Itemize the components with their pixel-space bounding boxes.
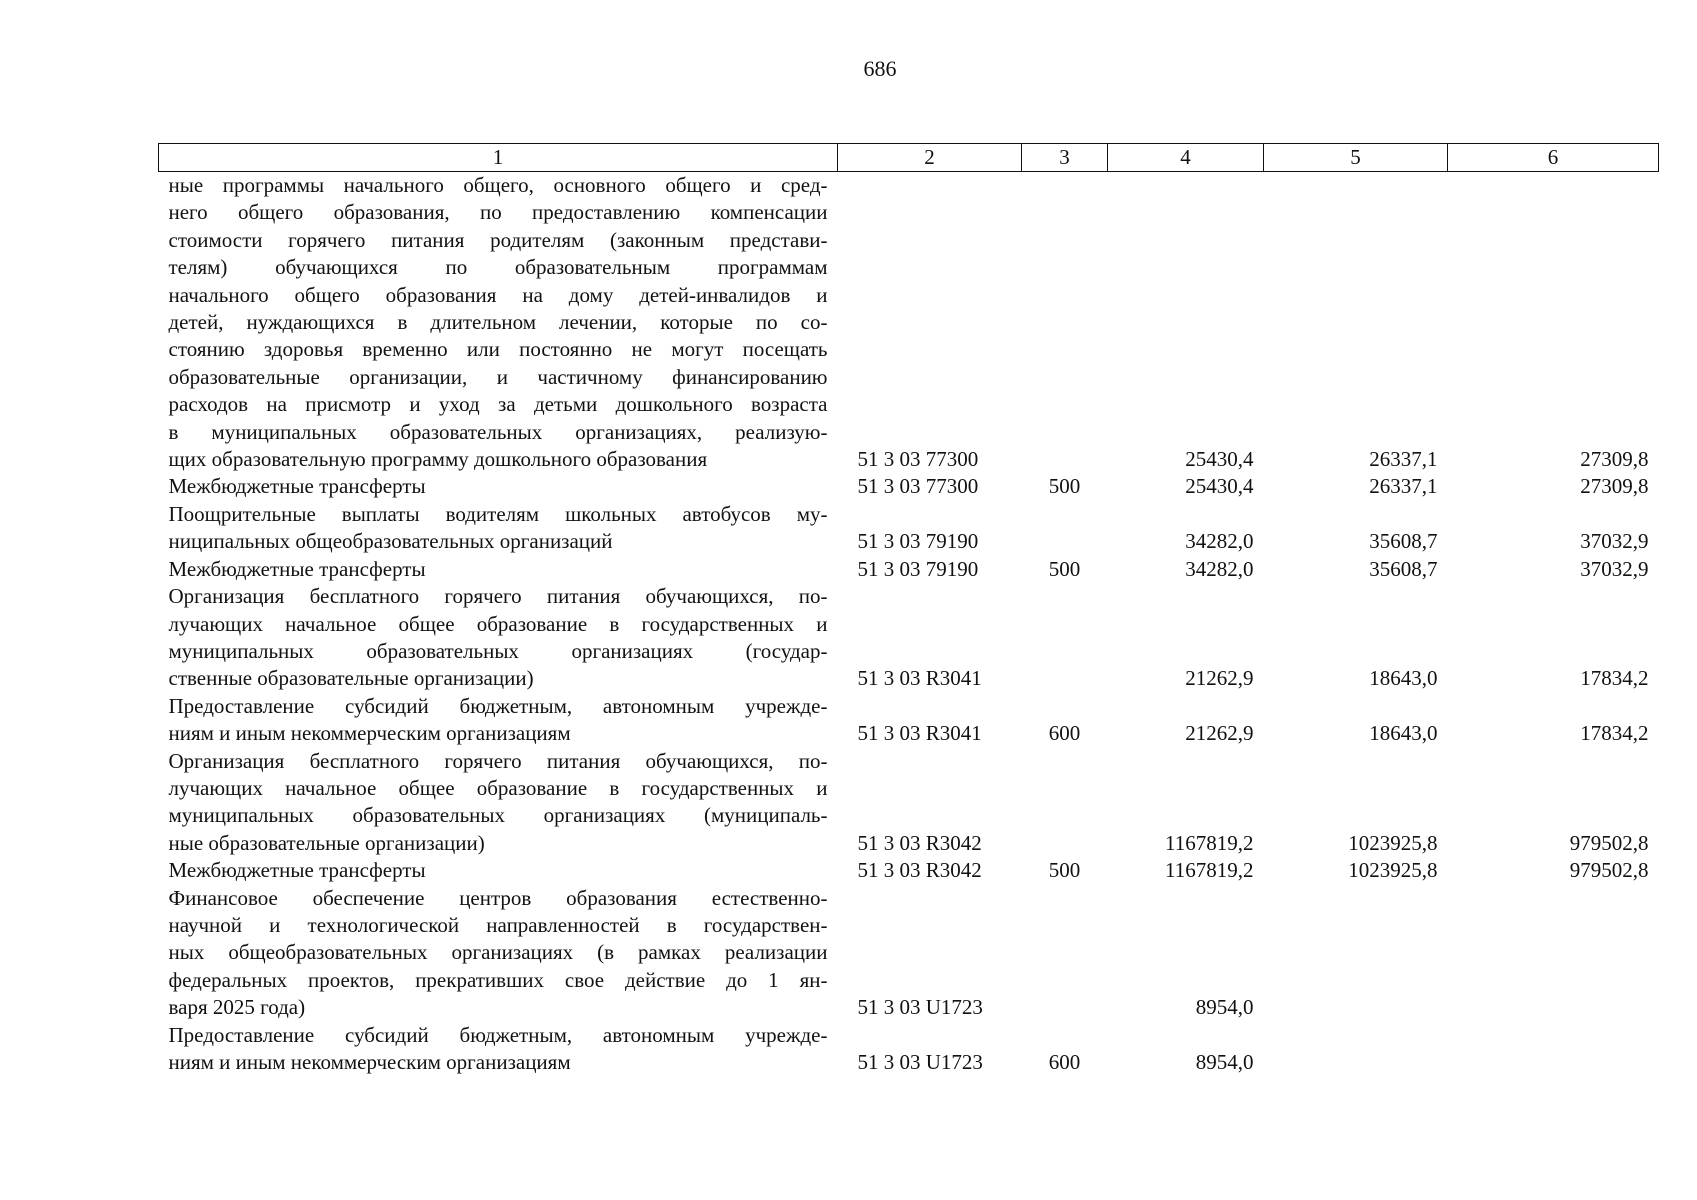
row-name: [159, 583, 838, 693]
row-name-line: варя 2025 года): [168, 995, 306, 1020]
row-value-col5: 35608,7: [1369, 556, 1438, 581]
table-row: [159, 583, 1659, 693]
page-number-text: 686: [863, 56, 897, 81]
row-name: [159, 501, 838, 556]
row-value-col5: 26337,1: [1369, 474, 1438, 499]
row-expense-type: [1022, 172, 1108, 474]
budget-table: [158, 143, 1659, 1076]
row-name-line: ниям и иным некоммерческим организациям: [168, 1050, 571, 1074]
row-name-line: Межбюджетные трансферты: [168, 556, 426, 581]
row-name: [159, 473, 838, 500]
row-value-col6: 17834,2: [1580, 721, 1649, 746]
row-value-col6: [1448, 1022, 1659, 1077]
row-name-line: стоимости горячего питания родителям (законным представи-: [168, 227, 828, 252]
row-value-col4: 21262,9: [1185, 721, 1254, 746]
row-name-line: него общего образования, по предоставлению компенсации: [168, 200, 828, 225]
row-name-line: муниципальных образовательных организациях (муниципаль-: [168, 803, 828, 828]
row-name-line: в муниципальных образовательных организациях, реализую-: [168, 419, 828, 444]
row-name-line: ниям и иным некоммерческим организациям: [168, 721, 571, 746]
row-name-line: ниципальных общеобразовательных организаций: [168, 529, 613, 554]
row-value-col4: 34282,0: [1185, 529, 1254, 554]
row-name: [159, 1022, 838, 1077]
row-expense-type: 500: [1048, 556, 1081, 581]
row-value-col4: 25430,4: [1185, 447, 1254, 472]
header-col-6: 6: [1448, 144, 1659, 172]
row-value-col6: 979502,8: [1569, 830, 1649, 855]
row-value-col5: [1264, 885, 1448, 1022]
row-value-col6: 979502,8: [1569, 858, 1649, 883]
row-name-line: Предоставление субсидий бюджетным, автономным учрежде-: [168, 693, 828, 718]
row-expense-type: [1022, 501, 1108, 556]
row-code: 51 3 03 79190: [857, 556, 979, 581]
row-code: 51 3 03 R3041: [857, 721, 982, 746]
row-value-col4: 8954,0: [1195, 995, 1254, 1020]
row-name-line: муниципальных образовательных организациях (государ-: [168, 638, 828, 663]
row-value-col5: 35608,7: [1369, 529, 1438, 554]
row-name-line: ные программы начального общего, основного общего и сред-: [168, 173, 828, 197]
row-name-line: телям) обучающихся по образовательным программам: [168, 255, 828, 280]
row-name-line: детей, нуждающихся в длительном лечении, которые по со-: [168, 310, 828, 335]
row-name-line: Финансовое обеспечение центров образования естественно-: [168, 885, 828, 910]
table-row: [159, 693, 1659, 748]
header-col-3: 3: [1022, 144, 1108, 172]
row-expense-type: 500: [1048, 858, 1081, 883]
table-row: [159, 857, 1659, 884]
row-name-line: Поощрительные выплаты водителям школьных автобусов му-: [168, 501, 828, 526]
table-header: [159, 144, 1659, 172]
row-name-line: Предоставление субсидий бюджетным, автономным учрежде-: [168, 1022, 828, 1047]
row-name-line: стоянию здоровья временно или постоянно не могут посещать: [168, 337, 828, 362]
row-value-col6: 37032,9: [1580, 529, 1649, 554]
row-expense-type: [1022, 748, 1108, 858]
table-row: [159, 473, 1659, 500]
row-name-line: лучающих начальное общее образование в государственных и: [168, 775, 828, 800]
row-name-line: начального общего образования на дому детей-инвалидов и: [168, 282, 828, 307]
row-value-col6: [1448, 885, 1659, 1022]
row-name-line: ные образовательные организации): [168, 830, 485, 855]
row-value-col5: 1023925,8: [1348, 858, 1438, 883]
header-col-2: 2: [838, 144, 1022, 172]
row-value-col5: 18643,0: [1369, 721, 1438, 746]
row-name-line: щих образовательную программу дошкольного образования: [168, 447, 708, 472]
row-name-line: лучающих начальное общее образование в государственных и: [168, 611, 828, 636]
row-name: [159, 172, 838, 474]
table-row: [159, 748, 1659, 858]
row-value-col4: 34282,0: [1185, 556, 1254, 581]
row-code: 51 3 03 U1723: [857, 995, 983, 1020]
row-code: 51 3 03 79190: [857, 529, 979, 554]
table-row: [159, 885, 1659, 1022]
row-expense-type: 600: [1048, 1050, 1081, 1074]
row-code: 51 3 03 77300: [857, 474, 979, 499]
row-name: [159, 885, 838, 1022]
row-expense-type: [1022, 885, 1108, 1022]
row-code: 51 3 03 U1723: [857, 1050, 983, 1074]
row-name: [159, 556, 838, 583]
row-code: 51 3 03 R3042: [857, 830, 982, 855]
row-name: [159, 748, 838, 858]
row-name-line: научной и технологической направленностей в государствен-: [168, 912, 828, 937]
row-name-line: ственные образовательные организации): [168, 666, 534, 691]
row-name-line: Межбюджетные трансферты: [168, 858, 426, 883]
table-row: [159, 501, 1659, 556]
table-row: [159, 172, 1659, 474]
row-name: [159, 857, 838, 884]
table-body: [159, 172, 1659, 1077]
header-col-1: 1: [159, 144, 838, 172]
row-value-col6: 27309,8: [1580, 474, 1649, 499]
row-name-line: федеральных проектов, прекративших свое действие до 1 ян-: [168, 967, 828, 992]
row-value-col4: 8954,0: [1195, 1050, 1254, 1074]
row-name-line: расходов на присмотр и уход за детьми дошкольного возраста: [168, 392, 828, 417]
row-code: 51 3 03 R3042: [857, 858, 982, 883]
row-value-col4: 25430,4: [1185, 474, 1254, 499]
row-code: 51 3 03 R3041: [857, 666, 982, 691]
row-expense-type: 600: [1048, 721, 1081, 746]
table-row: [159, 1022, 1659, 1077]
row-value-col4: 1167819,2: [1165, 858, 1254, 883]
row-value-col5: [1264, 1022, 1448, 1077]
row-name-line: ных общеобразовательных организациях (в рамках реализации: [168, 940, 828, 965]
row-name-line: Организация бесплатного горячего питания обучающихся, по-: [168, 748, 828, 773]
row-expense-type: 500: [1048, 474, 1081, 499]
header-col-4: 4: [1108, 144, 1264, 172]
row-value-col5: 26337,1: [1369, 447, 1438, 472]
row-code: 51 3 03 77300: [857, 447, 979, 472]
header-col-5: 5: [1264, 144, 1448, 172]
row-name-line: Организация бесплатного горячего питания обучающихся, по-: [168, 584, 828, 609]
row-name-line: образовательные организации, и частичному финансированию: [168, 364, 828, 389]
row-value-col6: 27309,8: [1580, 447, 1649, 472]
row-expense-type: [1022, 583, 1108, 693]
row-value-col4: 1167819,2: [1165, 830, 1254, 855]
row-value-col5: 1023925,8: [1348, 830, 1438, 855]
row-name-line: Межбюджетные трансферты: [168, 474, 426, 499]
row-value-col6: 17834,2: [1580, 666, 1649, 691]
row-value-col6: 37032,9: [1580, 556, 1649, 581]
header-row: [159, 144, 1659, 172]
row-name: [159, 693, 838, 748]
row-value-col4: 21262,9: [1185, 666, 1254, 691]
row-value-col5: 18643,0: [1369, 666, 1438, 691]
table-row: [159, 556, 1659, 583]
